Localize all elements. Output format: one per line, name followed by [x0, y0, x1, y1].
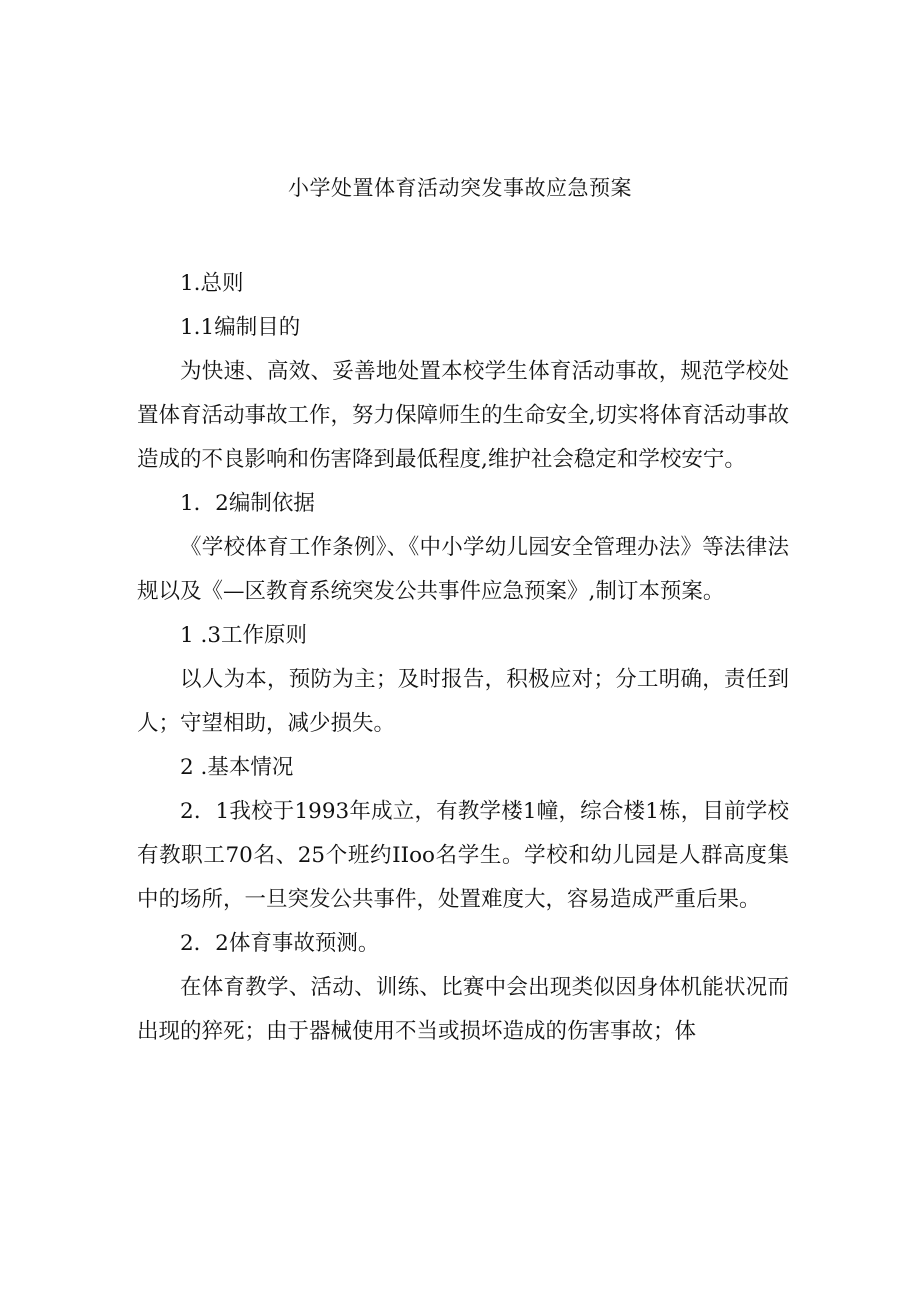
paragraph-accident-forecast: 在体育教学、活动、训练、比赛中会出现类似因身体机能状况而出现的猝死；由于器械使用不当或损坏造成的伤害事故；体	[137, 975, 789, 1044]
document-title: 小学处置体育活动突发事故应急预案	[288, 176, 632, 200]
paragraph-basis: 《学校体育工作条例》、《中小学幼儿园安全管理办法》等法律法规以及《—区教育系统突发公共事件应急预案》,制订本预案。	[137, 535, 789, 604]
section-heading-basis: 1．2编制依据	[180, 491, 315, 516]
section-heading-principles: 1 .3工作原则	[180, 623, 308, 648]
paragraph-purpose: 为快速、高效、妥善地处置本校学生体育活动事故，规范学校处置体育活动事故工作，努力保障师生的生命安全,切实将体育活动事故造成的不良影响和伤害降到最低程度,维护社会稳定和学校安宁。	[137, 359, 789, 472]
section-heading-basic-info: 2 .基本情况	[180, 755, 294, 780]
paragraph-school-info: 2．1我校于1993年成立，有教学楼1幢，综合楼1栋，目前学校有教职工70名、25个班约IIoo名学生。学校和幼儿园是人群高度集中的场所，一旦突发公共事件，处置难度大，容易造成严重后果。	[137, 799, 789, 912]
section-heading-accident-forecast: 2．2体育事故预测。	[180, 931, 380, 956]
document-body	[137, 262, 789, 1054]
section-heading-purpose: 1.1编制目的	[180, 315, 301, 340]
paragraph-principles: 以人为本，预防为主；及时报告，积极应对；分工明确，责任到人；守望相助，减少损失。	[137, 667, 789, 736]
section-heading-general: 1.总则	[180, 271, 244, 296]
